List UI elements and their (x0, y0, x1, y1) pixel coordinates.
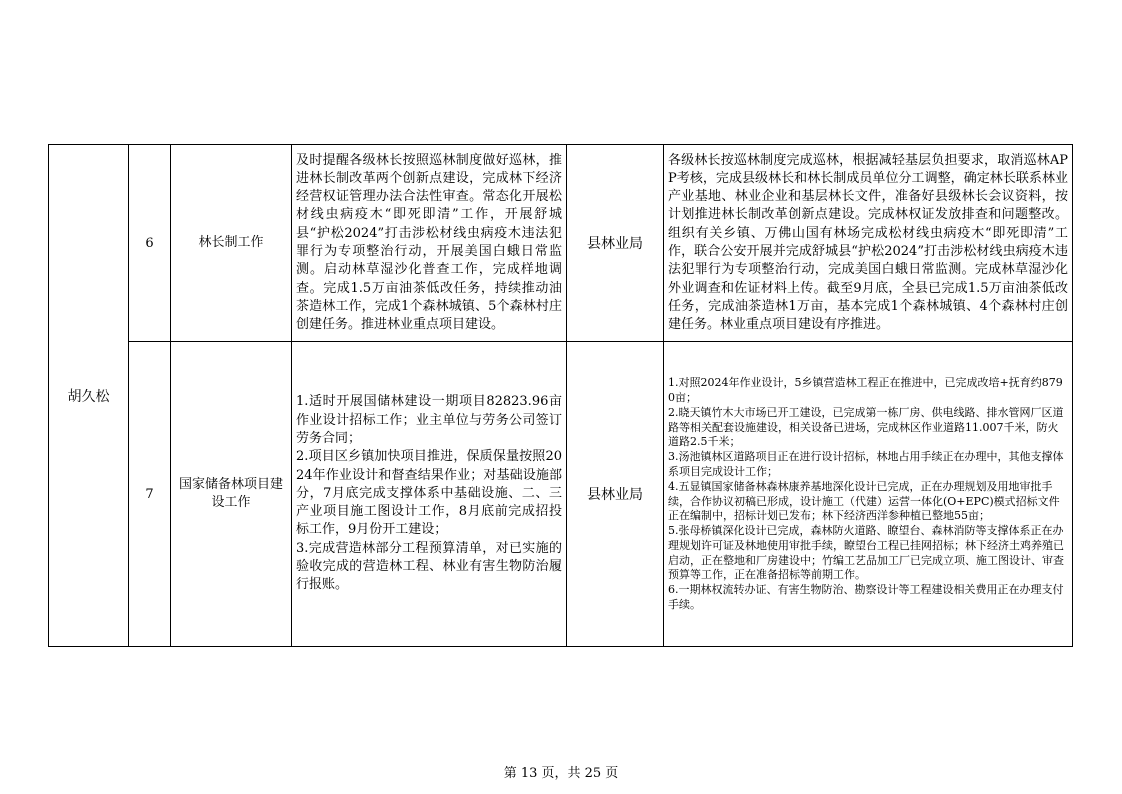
responsible-unit-cell (567, 342, 664, 647)
progress-item: 5.张母桥镇深化设计已完成，森林防火道路、瞭望台、森林消防等支撑体系正在办理规划许可证及林地使用审批手续，瞭望台工程已挂网招标；林下经济土鸡养殖已启动，正在整地和厂房建设中；竹编工艺品加工厂已完成立项、施工图设计、审查预算等工作，正在准备招标等前期工作。 (668, 524, 1064, 582)
task-name-cell (171, 145, 292, 342)
plan-text: 及时提醒各级林长按照巡林制度做好巡林，推进林长制改革两个创新点建设，完成林下经济经营权证管理办法合法性审查。常态化开展松材线虫病疫木“即死即清”工作，开展舒城县“护松2024”打击涉松材线虫病疫木违法犯罪行为专项整治行动，开展美国白蛾日常监测。启动林草湿沙化普查工作，完成样地调查。完成1.5万亩油茶低改任务，持续推动油茶造林工作，完成1个森林城镇、5个森林村庄创建任务。推进林业重点项目建设。 (296, 152, 562, 333)
row-number-cell (129, 145, 171, 342)
responsible-unit: 县林业局 (587, 487, 643, 503)
responsible-person: 胡久松 (67, 388, 110, 405)
plan-item: 2.项目区乡镇加快项目推进，保质保量按照2024年作业设计和督查结果作业；对基础设施部分，7月底完成支撑体系中基础设施、二、三产业项目施工图设计工作，8月底前完成招投标工作，9月份开工建设； (296, 449, 562, 538)
page-number: 第 13 页，共 25 页 (503, 766, 619, 781)
responsible-unit-cell (567, 145, 664, 342)
row-number: 6 (145, 235, 154, 251)
table-row (49, 145, 1073, 342)
row-number: 7 (145, 486, 154, 502)
progress-text: 各级林长按巡林制度完成巡林，根据减轻基层负担要求，取消巡林APP考核，完成县级林长和林长制成员单位分工调整，确定林长联系林业产业基地、林业企业和基层林长文件，准备好县级林长会议资料，按计划推进林长制改革创新点建设。完成林权证发放排查和问题整改。组织有关乡镇、万佛山国有林场完成松材线虫病疫木“即死即清”工作，联合公安开展并完成舒城县“护松2024”打击涉松材线虫病疫木违法犯罪行为专项整治行动，完成美国白蛾日常监测。完成林草湿沙化外业调查和佐证材料上传。截至9月底，全县已完成1.5万亩油茶低改任务，完成油茶造林1万亩，基本完成1个森林城镇、4个森林村庄创建任务。林业重点项目建设有序推进。 (668, 152, 1068, 333)
table-row (49, 342, 1073, 647)
plan-cell (292, 342, 567, 647)
plan-item: 1.适时开展国储林建设一期项目82823.96亩作业设计招标工作；业主单位与劳务公司签订劳务合同； (296, 394, 562, 446)
plan-cell (292, 145, 567, 342)
progress-item: 4.五显镇国家储备林森林康养基地深化设计已完成，正在办理规划及用地审批手续，合作协议初稿已形成，设计施工（代建）运营一体化(O+EPC)模式招标文件正在编制中，招标计划已发布；林下经济西洋参种植已整地55亩； (668, 479, 1060, 523)
progress-cell (664, 145, 1073, 342)
task-name-cell (171, 342, 292, 647)
progress-item: 1.对照2024年作业设计，5乡镇营造林工程正在推进中，已完成改培+抚育约8790亩； (668, 376, 1063, 404)
plan-item: 3.完成营造林部分工程预算清单，对已实施的验收完成的营造林工程、林业有害生物防治履行报账。 (296, 540, 562, 593)
task-name: 林长制工作 (198, 235, 264, 250)
row-number-cell (129, 342, 171, 647)
plan-text (292, 391, 566, 596)
responsible-person-cell (49, 145, 129, 647)
responsible-unit: 县林业局 (587, 236, 643, 252)
work-progress-table (48, 144, 1073, 647)
progress-text (664, 373, 1072, 615)
task-name: 国家储备林项目建设工作 (178, 477, 283, 510)
progress-item: 2.晓天镇竹木大市场已开工建设，已完成第一栋厂房、供电线路、排水管网厂区道路等相关配套设施建设，相关设备已进场，完成林区作业道路11.007千米，防火道路2.5千米； (668, 405, 1064, 449)
progress-item: 6.一期林权流转办证、有害生物防治、勘察设计等工程建设相关费用正在办理支付手续。 (668, 583, 1064, 612)
progress-item: 3.汤池镇林区道路项目正在进行设计招标，林地占用手续正在办理中，其他支撑体系项目完成设计工作； (668, 450, 1064, 478)
progress-cell (664, 342, 1073, 647)
